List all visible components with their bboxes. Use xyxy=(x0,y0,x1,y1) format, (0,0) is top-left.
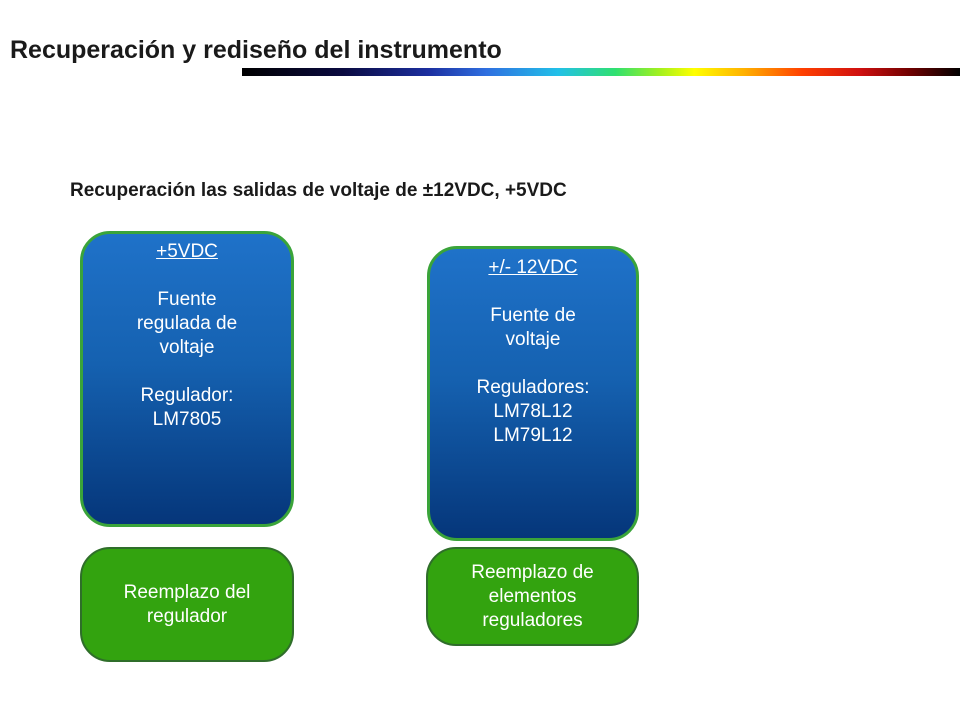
supply-5v-box xyxy=(80,231,294,527)
slide-title: Recuperación y rediseño del instrumento xyxy=(10,36,502,64)
supply-12v-desc-line: voltaje xyxy=(505,329,561,350)
supply-12v-regulator: LM79L12 xyxy=(493,425,573,446)
supply-5v-heading: +5VDC xyxy=(156,241,218,262)
supply-5v-regulator: LM7805 xyxy=(152,409,222,430)
supply-12v-regulator: LM78L12 xyxy=(493,401,573,422)
supply-5v-desc-line: regulada de xyxy=(136,313,238,334)
supply-5v-action-line: Reemplazo del xyxy=(123,581,251,603)
spectrum-bar xyxy=(242,68,960,76)
supply-5v-desc-line: Fuente xyxy=(157,289,217,310)
supply-12v-action-line: elementos xyxy=(488,585,577,607)
slide-subtitle: Recuperación las salidas de voltaje de ±12VDC, +5VDC xyxy=(70,180,567,201)
supply-12v-desc-line: Fuente de xyxy=(490,305,576,326)
supply-5v-action-box xyxy=(80,547,294,662)
supply-12v-action-line: Reemplazo de xyxy=(471,561,594,583)
supply-5v-regulator-label: Regulador: xyxy=(140,385,234,406)
supply-5v-action-line: regulador xyxy=(146,605,228,627)
supply-12v-action-line: reguladores xyxy=(482,609,583,631)
supply-5v-desc-line: voltaje xyxy=(159,337,215,358)
supply-12v-heading: +/- 12VDC xyxy=(488,257,578,278)
supply-12v-regulator-label: Reguladores: xyxy=(476,377,590,398)
supply-12v-box xyxy=(427,246,639,541)
supply-12v-action-box xyxy=(426,547,639,646)
